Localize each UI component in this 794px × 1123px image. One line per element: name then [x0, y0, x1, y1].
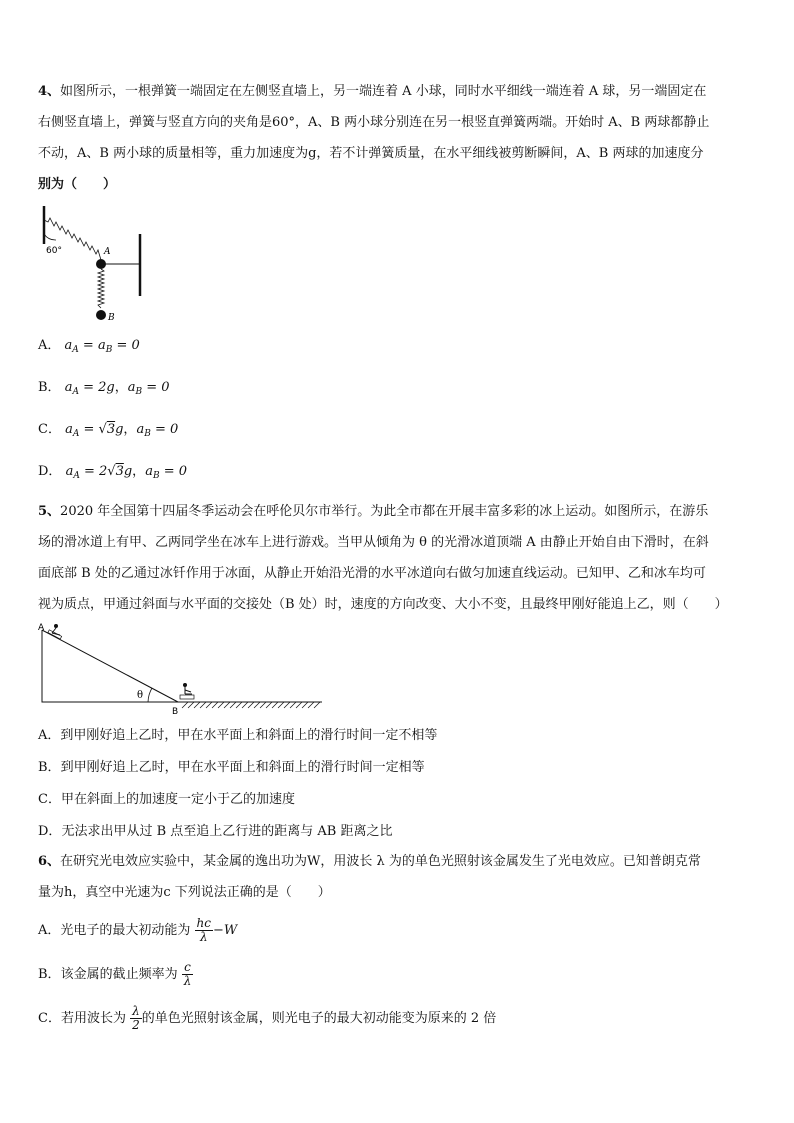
stem-line: 2020 年全国第十四届冬季运动会在呼伦贝尔市举行。为此全市都在开展丰富多彩的冰上运动。如图所示，在游乐: [60, 504, 709, 519]
stem-line: 面底部 B 处的乙通过冰钎作用于冰面，从静止开始沿光滑的水平冰道向右做匀加速直线运动。已知甲、乙和冰车均可: [38, 566, 706, 581]
option-label: C．: [38, 422, 61, 437]
stem-line: 右侧竖直墙上，弹簧与竖直方向的夹角是60°，A、B 两小球分别连在另一根竖直弹簧两端。开始时 A、B 两球都静止: [38, 115, 710, 130]
point-b-label: B: [172, 707, 179, 716]
ball-b-label: B: [108, 313, 115, 323]
option-label: A．: [38, 728, 61, 743]
option-text: 的单色光照射该金属，则光电子的最大初动能变为原来的 2 倍: [141, 1011, 497, 1026]
q6-option-b[interactable]: [38, 960, 193, 990]
q4-option-c[interactable]: C． $a_A = √3g$，$a_B = 0$: [38, 422, 179, 439]
q4-option-d[interactable]: D． $a_A = 2√3g$，$a_B = 0$: [38, 464, 188, 481]
option-text: 甲在斜面上的加速度一定小于乙的加速度: [60, 792, 295, 807]
fraction: $\frac{c}{\lambda}$: [183, 960, 192, 988]
question-4-stem: [38, 76, 758, 200]
q6-option-c[interactable]: [38, 1004, 496, 1034]
question-5-stem: [38, 496, 758, 620]
question-number: 5、: [38, 504, 61, 519]
q4-option-a[interactable]: [38, 336, 140, 360]
option-math: $a_A = a_B = 0$: [64, 338, 140, 355]
question-6-stem: [38, 846, 758, 908]
fraction: $\frac{\lambda}{2}$: [132, 1004, 140, 1032]
q5-option-a[interactable]: [38, 726, 437, 746]
option-label: D．: [38, 824, 62, 839]
option-label: A．: [38, 338, 61, 353]
q5-option-d[interactable]: [38, 822, 392, 842]
option-label: B．: [38, 967, 61, 982]
incline-triangle: [42, 630, 178, 702]
option-text: 到甲刚好追上乙时，甲在水平面上和斜面上的滑行时间一定不相等: [60, 728, 438, 743]
option-math: $a_A = 2g$: [64, 380, 115, 397]
q4-option-b[interactable]: B． $a_A = 2g$，$a_B = 0$: [38, 380, 170, 397]
ball-a: [96, 259, 106, 269]
option-label: C．: [38, 1011, 61, 1026]
question-number: 6、: [38, 854, 61, 869]
option-text: 光电子的最大初动能为: [60, 923, 191, 938]
stem-line: 不动，A、B 两小球的质量相等，重力加速度为g，若不计弹簧质量，在水平细线被剪断瞬间，A、B 两球的加速度分: [38, 146, 704, 161]
option-text: 无法求出甲从过 B 点至追上乙行进的距离与 AB 距离之比: [61, 824, 393, 839]
stem-line: 在研究光电效应实验中，某金属的逸出功为W，用波长 λ 为的单色光照射该金属发生了光电效应。已知普朗克常: [60, 854, 701, 869]
theta-label: θ: [137, 690, 144, 701]
q6-option-a[interactable]: [38, 916, 237, 946]
stem-line: 量为h，真空中光速为c 下列说法正确的是（ ）: [38, 885, 331, 900]
option-label: B．: [38, 380, 61, 395]
point-a-label: A: [38, 623, 45, 633]
q5-option-c[interactable]: [38, 790, 295, 810]
stem-line: 别为（ ）: [38, 177, 117, 192]
option-label: A．: [38, 923, 61, 938]
option-text: 到甲刚好追上乙时，甲在水平面上和斜面上的滑行时间一定相等: [60, 760, 425, 775]
q5-option-b[interactable]: [38, 758, 425, 778]
angle-label: 60°: [46, 246, 62, 256]
option-text: 若用波长为: [60, 1011, 126, 1026]
option-label: B．: [38, 760, 61, 775]
option-label: C．: [38, 792, 61, 807]
fraction: $\frac{hc}{\lambda}$: [196, 916, 211, 944]
ground-hatching: [182, 702, 320, 708]
stem-line: 场的滑冰道上有甲、乙两同学坐在冰车上进行游戏。当甲从倾角为 θ 的光滑冰道顶端 A 由静止开始自由下滑时，在斜: [38, 535, 709, 550]
vertical-spring: [98, 269, 104, 308]
sled-person-b: [180, 683, 194, 699]
option-math: −W: [213, 923, 238, 938]
option-math: $a_A = 2√3g$: [65, 464, 133, 481]
angle-arc: [44, 234, 56, 240]
question-number: 4、: [38, 84, 61, 99]
ball-b: [96, 310, 106, 320]
stem-line: 如图所示，一根弹簧一端固定在左侧竖直墙上，另一端连着 A 小球，同时水平细线一端连着 A 球，另一端固定在: [60, 84, 707, 99]
option-label: D．: [38, 464, 62, 479]
ball-a-label: A: [104, 247, 111, 257]
spring-ball-figure: [38, 204, 148, 326]
option-text: 该金属的截止频率为: [60, 967, 178, 982]
stem-line: 视为质点，甲通过斜面与水平面的交接处（B 处）时，速度的方向改变、大小不变，且最终甲刚好能追上乙，则（ ）: [38, 597, 728, 612]
theta-arc: [148, 688, 152, 702]
incline-figure: [36, 620, 328, 716]
option-math: $a_A = √3g$: [65, 422, 124, 439]
